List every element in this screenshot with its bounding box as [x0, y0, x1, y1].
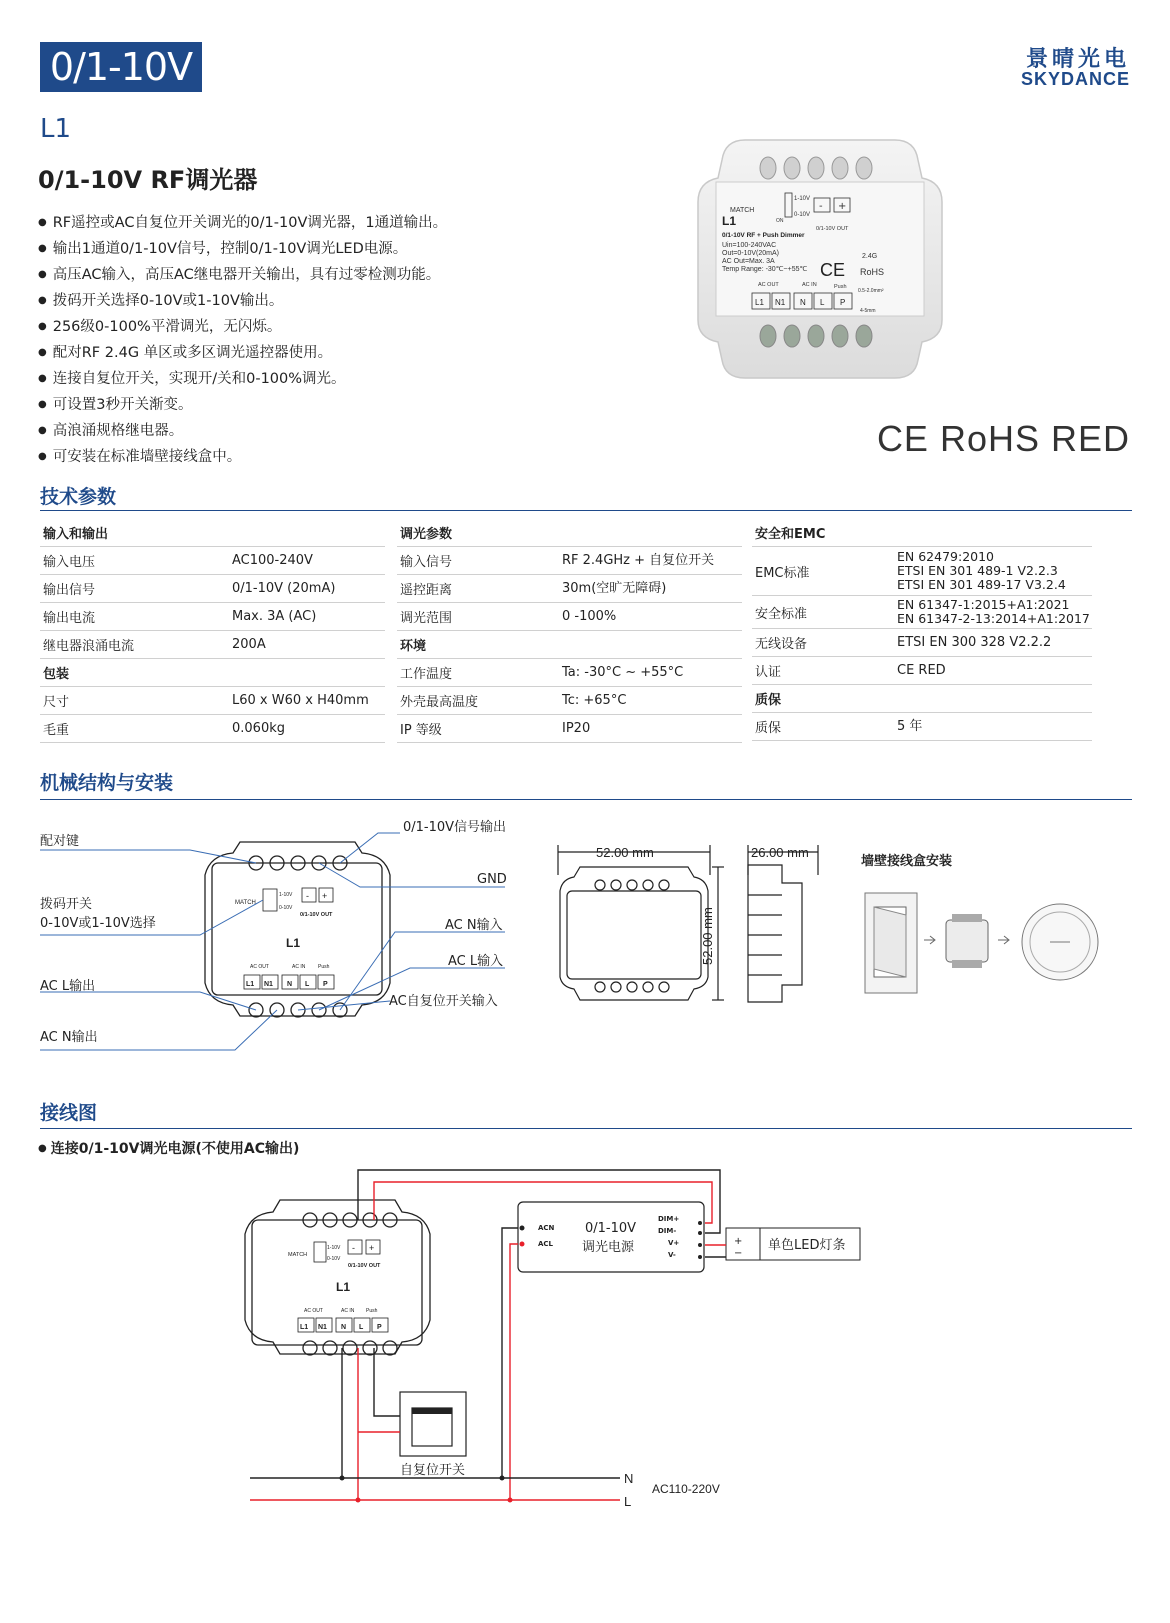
model-code: L1	[40, 114, 72, 144]
feature-item: ● 高浪涌规格继电器。	[38, 418, 658, 444]
spec-row: 工作温度 Ta: -30°C ~ +55°C	[397, 659, 742, 687]
svg-text:L1: L1	[300, 1324, 309, 1331]
live-label: L	[624, 1494, 632, 1509]
spec-row: 尺寸 L60 x W60 x H40mm	[40, 687, 385, 715]
wiring-diagram	[240, 1160, 880, 1555]
dimension-views	[550, 835, 850, 1015]
certification-marks: CE RoHS RED	[876, 418, 1130, 459]
dip-label-b: 0-10V	[794, 212, 811, 218]
wiring-model-label: L1	[336, 1280, 351, 1294]
model-badge: 0/1-10V	[40, 42, 202, 92]
section-divider	[40, 799, 1132, 800]
diagram-dip-b: 0-10V	[279, 905, 293, 911]
mains-voltage-label: AC110-220V	[652, 1482, 720, 1496]
driver-acn: ACN	[538, 1224, 555, 1232]
dim-width-label: 52.00 mm	[596, 845, 654, 860]
spec-header-row: 调光参数	[397, 519, 742, 547]
spec-header-row: 安全和EMC	[752, 519, 1092, 547]
svg-text:P: P	[323, 981, 328, 988]
spec-row: 输出电流 Max. 3A (AC)	[40, 603, 385, 631]
brand-name-cn: 景晴光电	[1025, 47, 1130, 72]
neutral-label: N	[624, 1471, 634, 1486]
label-signal-out: 0/1-10V信号输出	[403, 820, 507, 835]
section-title-specs: 技术参数	[40, 486, 117, 508]
dip-label-a: 1-10V	[794, 196, 811, 202]
feature-list	[38, 210, 658, 470]
svg-text:N1: N1	[775, 298, 786, 307]
spec-row: 遥控距离 30m(空旷无障碍)	[397, 575, 742, 603]
wiring-ac-out: AC OUT	[304, 1308, 323, 1314]
feature-item: ● 可设置3秒开关渐变。	[38, 392, 658, 418]
spec-row: IP 等级 IP20	[397, 715, 742, 743]
svg-text:P: P	[840, 298, 846, 307]
driver-dim-minus: DIM-	[658, 1227, 677, 1235]
spec-column-safety	[752, 519, 1092, 741]
driver-box	[518, 1202, 704, 1272]
product-line2: Uin=100-240VAC	[722, 242, 777, 249]
product-model-label: L1	[722, 214, 737, 228]
rohs-mark: RoHS	[860, 267, 885, 277]
ac-out-label: AC OUT	[758, 282, 779, 288]
spec-row: 安全标准 EN 61347-1:2015+A1:2021 EN 61347-2-13:2014+A1:2017	[752, 596, 1092, 629]
product-image	[690, 130, 950, 390]
feature-item: ● 256级0-100%平滑调光，无闪烁。	[38, 314, 658, 340]
spec-row: 输出信号 0/1-10V (20mA)	[40, 575, 385, 603]
wiring-minus: -	[352, 1243, 355, 1253]
wiring-match-text: MATCH	[288, 1252, 308, 1258]
ce-mark: CE	[820, 260, 846, 280]
strip-length-label: 4-5mm	[860, 308, 876, 314]
product-line5: Temp Range: -30℃~+55℃	[722, 266, 808, 273]
product-line3: Out=0-10V(20mA)	[722, 250, 779, 257]
feature-item: ● RF遥控或AC自复位开关调光的0/1-10V调光器，1通道输出。	[38, 210, 658, 236]
spec-column-dimming	[397, 519, 742, 743]
wire-size-label: 0.5-2.0mm²	[858, 288, 884, 294]
wallbox-install-illustration	[860, 885, 1100, 995]
feature-item: ● 高压AC输入，高压AC继电器开关输出，具有过零检测功能。	[38, 262, 658, 288]
svg-text:N: N	[341, 1324, 347, 1331]
dip-on-label: ON	[776, 218, 784, 224]
diagram-plus: +	[322, 891, 328, 901]
feature-item: ● 配对RF 2.4G 单区或多区调光遥控器使用。	[38, 340, 658, 366]
diagram-out-label: 0/1-10V OUT	[300, 912, 333, 918]
diagram-push: Push	[318, 964, 330, 970]
front-outline-diagram	[0, 805, 540, 1055]
led-strip-label: 单色LED灯条	[768, 1238, 846, 1253]
svg-text:L: L	[820, 298, 825, 307]
spec-row: EMC标准 EN 62479:2010 ETSI EN 301 489-1 V2.2.3 ETSI EN 301 489-17 V3.2.4	[752, 547, 1092, 596]
svg-text:L: L	[359, 1324, 364, 1331]
svg-text:P: P	[377, 1324, 382, 1331]
diagram-dip-a: 1-10V	[279, 892, 293, 898]
svg-text:N1: N1	[264, 981, 273, 988]
spec-header-row: 质保	[752, 685, 1092, 713]
spec-column-io	[40, 519, 385, 743]
diagram-ac-in: AC IN	[292, 964, 306, 970]
label-pair-key: 配对键	[40, 834, 80, 849]
push-label: Push	[834, 284, 847, 290]
svg-text:L1: L1	[246, 981, 255, 988]
product-title: 0/1-10V RF调光器	[38, 166, 258, 194]
spec-header-row: 包装	[40, 659, 385, 687]
plus-terminal: +	[838, 201, 847, 212]
dim-height-label: 52.00 mm	[700, 907, 715, 965]
diagram-minus: -	[306, 891, 309, 901]
spec-header-row: 环境	[397, 631, 742, 659]
wiring-dip-a: 1-10V	[327, 1245, 341, 1251]
spec-row: 认证 CE RED	[752, 657, 1092, 685]
driver-dim-plus: DIM+	[658, 1215, 680, 1223]
feature-item: ● 输出1通道0/1-10V信号，控制0/1-10V调光LED电源。	[38, 236, 658, 262]
dim-depth-label: 26.00 mm	[751, 845, 809, 860]
spec-row: 调光范围 0 -100%	[397, 603, 742, 631]
spec-row: 输入信号 RF 2.4GHz + 自复位开关	[397, 547, 742, 575]
driver-title-1: 0/1-10V	[585, 1221, 637, 1236]
spec-row: 继电器浪涌电流 200A	[40, 631, 385, 659]
wiring-case-title: ● 连接0/1-10V调光电源(不使用AC输出)	[38, 1141, 300, 1157]
wiring-plus: +	[369, 1243, 375, 1253]
svg-text:N1: N1	[318, 1324, 327, 1331]
section-divider	[40, 1128, 1132, 1129]
spec-row: 无线设备 ETSI EN 300 328 V2.2.2	[752, 629, 1092, 657]
ac-in-label: AC IN	[802, 282, 817, 288]
product-line1: 0/1-10V RF + Push Dimmer	[722, 232, 805, 239]
spec-row: 输入电压 AC100-240V	[40, 547, 385, 575]
driver-acl: ACL	[538, 1240, 554, 1248]
label-ac-n-out: AC N输出	[40, 1030, 98, 1045]
wallbox-title: 墙壁接线盒安装	[861, 854, 953, 869]
wiring-out-label: 0/1-10V OUT	[348, 1263, 381, 1269]
label-push-in: AC自复位开关输入	[389, 994, 498, 1009]
spec-row: 毛重 0.060kg	[40, 715, 385, 743]
section-divider	[40, 510, 1132, 511]
match-text: MATCH	[730, 207, 755, 214]
svg-text:+: +	[734, 1236, 743, 1247]
wiring-push: Push	[366, 1308, 378, 1314]
svg-text:L1: L1	[755, 298, 764, 307]
svg-text:L: L	[305, 981, 310, 988]
spec-row: 质保 5 年	[752, 713, 1092, 741]
wiring-case-text: 连接0/1-10V调光电源(不使用AC输出)	[50, 1141, 300, 1157]
feature-item: ● 可安装在标准墙壁接线盒中。	[38, 444, 658, 470]
driver-title-2: 调光电源	[582, 1240, 635, 1255]
diagram-model-label: L1	[286, 936, 301, 950]
feature-item: ● 拨码开关选择0-10V或1-10V输出。	[38, 288, 658, 314]
product-line4: AC Out=Max. 3A	[722, 258, 775, 265]
label-ac-n-in: AC N输入	[445, 918, 503, 933]
section-title-wiring: 接线图	[40, 1102, 98, 1124]
svg-text:−: −	[734, 1248, 743, 1259]
rf-label: 2.4G	[862, 253, 878, 260]
section-title-mechanical: 机械结构与安装	[40, 772, 174, 794]
out-label: 0/1-10V OUT	[816, 226, 849, 232]
push-switch-label: 自复位开关	[400, 1463, 466, 1478]
svg-text:N: N	[800, 298, 806, 307]
label-gnd: GND	[477, 872, 507, 887]
brand-name-en: SKYDANCE	[1020, 69, 1130, 89]
wiring-dip-b: 0-10V	[327, 1256, 341, 1262]
label-ac-l-in: AC L输入	[448, 954, 504, 969]
driver-v-plus: V+	[668, 1239, 680, 1247]
diagram-ac-out: AC OUT	[250, 964, 269, 970]
label-dip-switch: 拨码开关 0-10V或1-10V选择	[40, 897, 156, 931]
diagram-match-text: MATCH	[235, 900, 256, 906]
feature-item: ● 连接自复位开关，实现开/关和0-100%调光。	[38, 366, 658, 392]
svg-text:N: N	[287, 981, 293, 988]
wiring-ac-in: AC IN	[341, 1308, 355, 1314]
driver-v-minus: V-	[668, 1251, 676, 1259]
minus-terminal: -	[819, 201, 823, 212]
label-ac-l-out: AC L输出	[40, 979, 96, 994]
spec-header-row: 输入和输出	[40, 519, 385, 547]
spec-row: 外壳最高温度 Tc: +65°C	[397, 687, 742, 715]
